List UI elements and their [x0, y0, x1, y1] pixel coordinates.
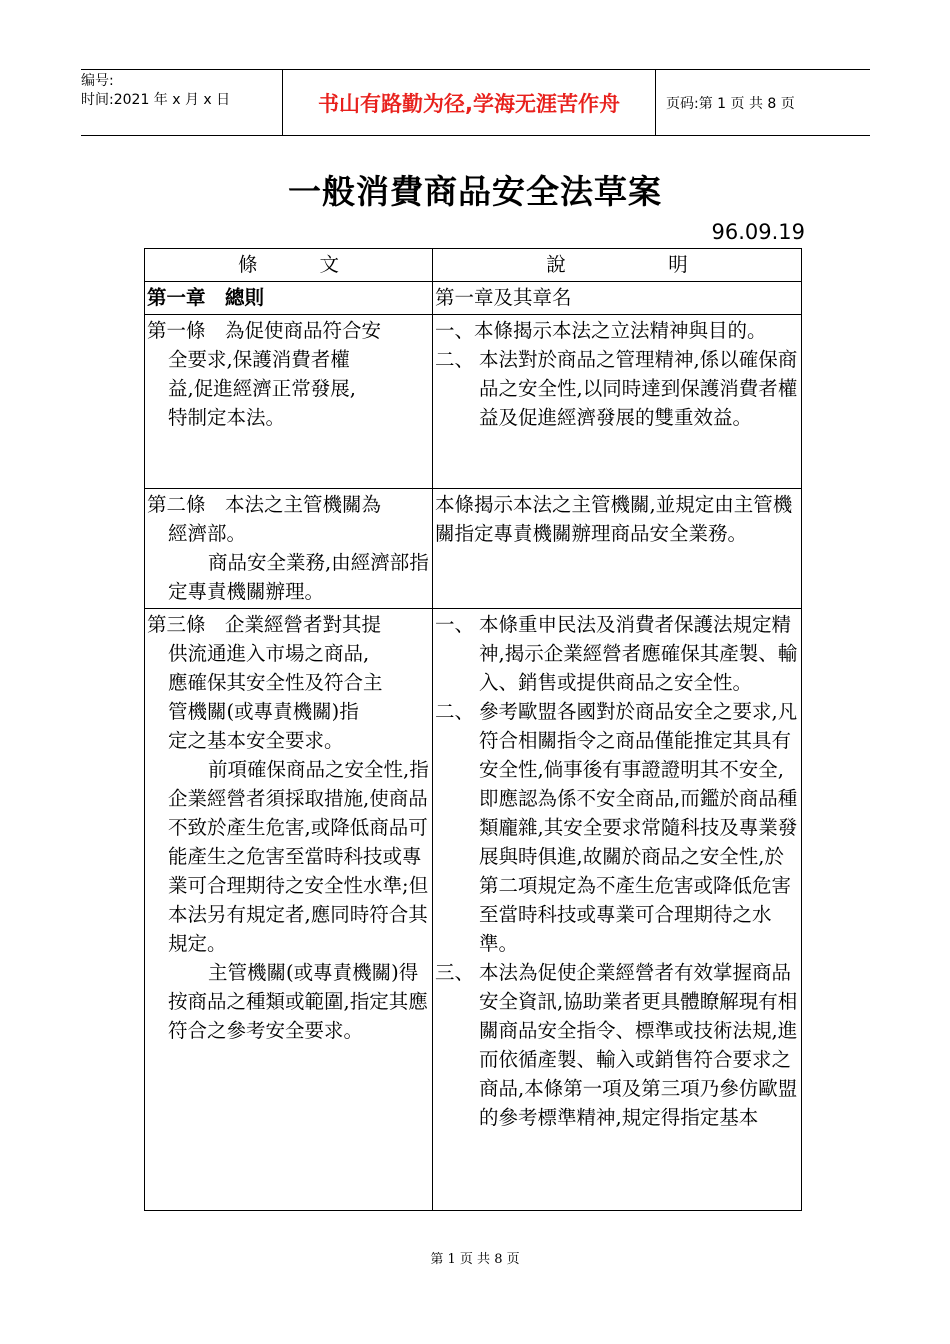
law-table	[144, 248, 802, 1211]
time-label: 时间:2021 年 x 月 x 日	[81, 92, 231, 108]
header-right-char-2: 明	[668, 253, 688, 276]
article-3-first-line: 第三條 企業經營者對其提	[147, 613, 382, 636]
item-number: 二、	[435, 348, 475, 371]
article-3-expl-item-3	[435, 958, 799, 1132]
article-1-expl-item-2	[435, 345, 799, 432]
article-2-line-2: 經濟部。	[168, 522, 247, 545]
article-3-text	[145, 609, 433, 1211]
item-text: 參考歐盟各國對於商品安全之要求,凡符合相關指令之商品僅能推定其具有安全性,倘事後有事證證明其不安全,即應認為係不安全商品,而鑑於商品種類龐雜,其安全要求常隨科技及專業發展與時俱進,故關於商品之安全性,於第二項規定為不產生危害或降低危害至當時科技或專業可合理期待之水準。	[479, 700, 798, 955]
number-label: 编号:	[81, 73, 114, 89]
table-header-row	[145, 249, 802, 282]
table-row-article-1	[145, 315, 802, 489]
article-2-paragraph-2: 商品安全業務,由經濟部指定專責機關辦理。	[168, 551, 429, 603]
article-3-line-3: 應確保其安全性及符合主	[168, 671, 383, 694]
article-3-paragraph-3: 主管機關(或專責機關)得按商品之種類或範圍,指定其應符合之參考安全要求。	[168, 961, 428, 1042]
document-date: 96.09.19	[711, 220, 805, 244]
header-cell-text	[145, 249, 433, 282]
header-meta	[81, 70, 283, 135]
article-1-line-2: 全要求,保護消費者權	[168, 348, 350, 371]
article-2-text	[145, 489, 433, 609]
header-right-char-1: 說	[546, 253, 566, 276]
article-2-explanation: 本條揭示本法之主管機關,並規定由主管機關指定專責機關辦理商品安全業務。	[433, 489, 802, 609]
article-1-line-4: 特制定本法。	[168, 406, 286, 429]
article-1-expl-item-1	[435, 316, 799, 345]
article-1-explanation	[433, 315, 802, 489]
table-row-article-2	[145, 489, 802, 609]
header-page-info: 页码:第 1 页 共 8 页	[666, 95, 795, 112]
article-2-first-line: 第二條 本法之主管機關為	[147, 493, 382, 516]
table-row-article-3	[145, 609, 802, 1211]
article-3-line-2: 供流通進入市場之商品,	[168, 642, 370, 665]
document-title: 一般消費商品安全法草案	[288, 172, 662, 211]
chapter-title: 第一章 總則	[145, 282, 433, 315]
page-header	[81, 69, 870, 136]
chapter-row	[145, 282, 802, 315]
article-3-line-4: 管機關(或專責機關)指	[168, 700, 359, 723]
item-number: 二、	[435, 700, 475, 723]
item-text: 本條重申民法及消費者保護法規定精神,揭示企業經營者應確保其產製、輸入、銷售或提供商品之安全性。	[479, 613, 798, 694]
article-3-paragraph-2: 前項確保商品之安全性,指企業經營者須採取措施,使商品不致於產生危害,或降低商品可能產生之危害至當時科技或專業可合理期待之安全性水準;但本法另有規定者,應同時符合其規定。	[168, 758, 429, 955]
item-text: 本法對於商品之管理精神,係以確保商品之安全性,以同時達到保護消費者權益及促進經濟發展的雙重效益。	[479, 348, 798, 429]
article-1-line-3: 益,促進經濟正常發展,	[168, 377, 356, 400]
article-3-explanation	[433, 609, 802, 1211]
item-number: 一、	[435, 613, 475, 636]
item-number: 一、	[435, 319, 475, 342]
item-number: 三、	[435, 961, 475, 984]
page-footer: 第 1 页 共 8 页	[430, 1252, 520, 1267]
header-left-char-1: 條	[237, 253, 258, 276]
chapter-note: 第一章及其章名	[433, 282, 802, 315]
article-1-first-line: 第一條 為促使商品符合安	[147, 319, 382, 342]
item-text: 本法為促使企業經營者有效掌握商品安全資訊,協助業者更具體瞭解現有相關商品安全指令、標準或技術法規,進而依循產製、輸入或銷售符合要求之商品,本條第一項及第三項乃參仿歐盟的參考標準精神,規定得指定基本	[479, 961, 798, 1129]
article-3-line-5: 定之基本安全要求。	[168, 729, 344, 752]
article-3-expl-item-2	[435, 697, 799, 958]
article-1-text	[145, 315, 433, 489]
item-text: 本條揭示本法之立法精神與目的。	[474, 319, 767, 342]
header-left-char-2: 文	[319, 253, 339, 276]
header-motto: 书山有路勤为径,学海无涯苦作舟	[283, 70, 656, 135]
header-cell-explanation	[433, 249, 802, 282]
article-3-expl-item-1	[435, 610, 799, 697]
